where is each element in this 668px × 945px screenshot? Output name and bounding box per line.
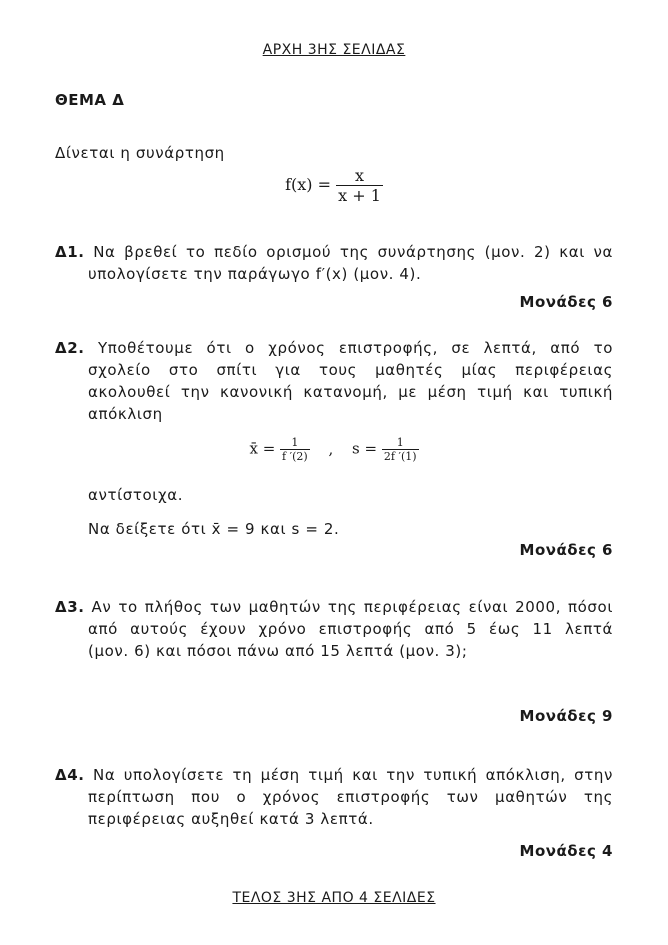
question-d2-line2: σχολείο στο σπίτι για τους μαθητές μίας περιφέρειας xyxy=(88,361,613,379)
page-footer: ΤΕΛΟΣ 3ΗΣ ΑΠΟ 4 ΣΕΛΙΔΕΣ xyxy=(232,890,436,906)
question-d3-line2: από αυτούς έχουν χρόνο επιστροφής από 5 έως 11 λεπτά xyxy=(88,620,613,638)
function-fraction xyxy=(336,166,383,205)
question-d2-line4: απόκλιση xyxy=(88,405,163,423)
sd-denominator: 2f ′(1) xyxy=(383,450,417,463)
question-d3-line3: (μον. 6) και πόσοι πάνω από 15 λεπτά (μον. 3); xyxy=(88,642,468,660)
function-lhs: f(x) = xyxy=(285,175,332,194)
mean-fraction xyxy=(280,436,310,463)
question-d3-marks: Μονάδες 9 xyxy=(519,707,613,725)
question-d2-marks: Μονάδες 6 xyxy=(519,541,613,559)
question-d2-line6: Να δείξετε ότι x̄ = 9 και s = 2. xyxy=(88,520,340,538)
function-denominator: x + 1 xyxy=(338,186,381,205)
question-d3 xyxy=(55,596,613,662)
question-d4-number: Δ4. xyxy=(55,766,85,784)
question-d4-marks: Μονάδες 4 xyxy=(519,842,613,860)
question-d4-line3: περιφέρειας αυξηθεί κατά 3 λεπτά. xyxy=(88,810,374,828)
question-d4-line2: περίπτωση που ο χρόνος επιστροφής των μαθητών της xyxy=(88,788,613,806)
question-d2-number: Δ2. xyxy=(55,339,85,357)
mean-numerator: 1 xyxy=(291,436,299,449)
question-d4 xyxy=(55,764,613,830)
question-d2-line1: Υποθέτουμε ότι ο χρόνος επιστροφής, σε λεπτά, από το xyxy=(97,339,613,357)
question-d3-number: Δ3. xyxy=(55,598,85,616)
statistics-formulas xyxy=(0,436,668,463)
question-d2-line3: ακολουθεί την κανονική κατανομή, με μέση τιμή και τυπική xyxy=(88,383,613,401)
sd-lhs: s = xyxy=(352,439,378,458)
function-definition xyxy=(0,166,668,205)
question-d1 xyxy=(55,241,613,285)
topic-title: ΘΕΜΑ Δ xyxy=(55,91,125,109)
mean-lhs: x̄ = xyxy=(249,439,276,458)
sd-fraction xyxy=(382,436,419,463)
question-d2 xyxy=(55,337,613,425)
page-header: ΑΡΧΗ 3ΗΣ ΣΕΛΙΔΑΣ xyxy=(262,42,406,58)
question-d2-line5: αντίστοιχα. xyxy=(88,486,184,504)
question-d1-line1: Να βρεθεί το πεδίο ορισμού της συνάρτησης (μον. 2) και να xyxy=(93,243,613,261)
question-d3-line1: Αν το πλήθος των μαθητών της περιφέρειας είναι 2000, πόσοι xyxy=(91,598,613,616)
mean-denominator: f ′(2) xyxy=(282,450,308,463)
question-d1-number: Δ1. xyxy=(55,243,85,261)
question-d1-marks: Μονάδες 6 xyxy=(519,293,613,311)
intro-text: Δίνεται η συνάρτηση xyxy=(55,144,225,162)
question-d1-line2: υπολογίσετε την παράγωγο f′(x) (μον. 4). xyxy=(88,265,422,283)
sd-numerator: 1 xyxy=(396,436,404,449)
function-numerator: x xyxy=(354,166,365,185)
question-d4-line1: Να υπολογίσετε τη μέση τιμή και την τυπική απόκλιση, στην xyxy=(93,766,613,784)
formula-separator: , xyxy=(328,439,334,458)
